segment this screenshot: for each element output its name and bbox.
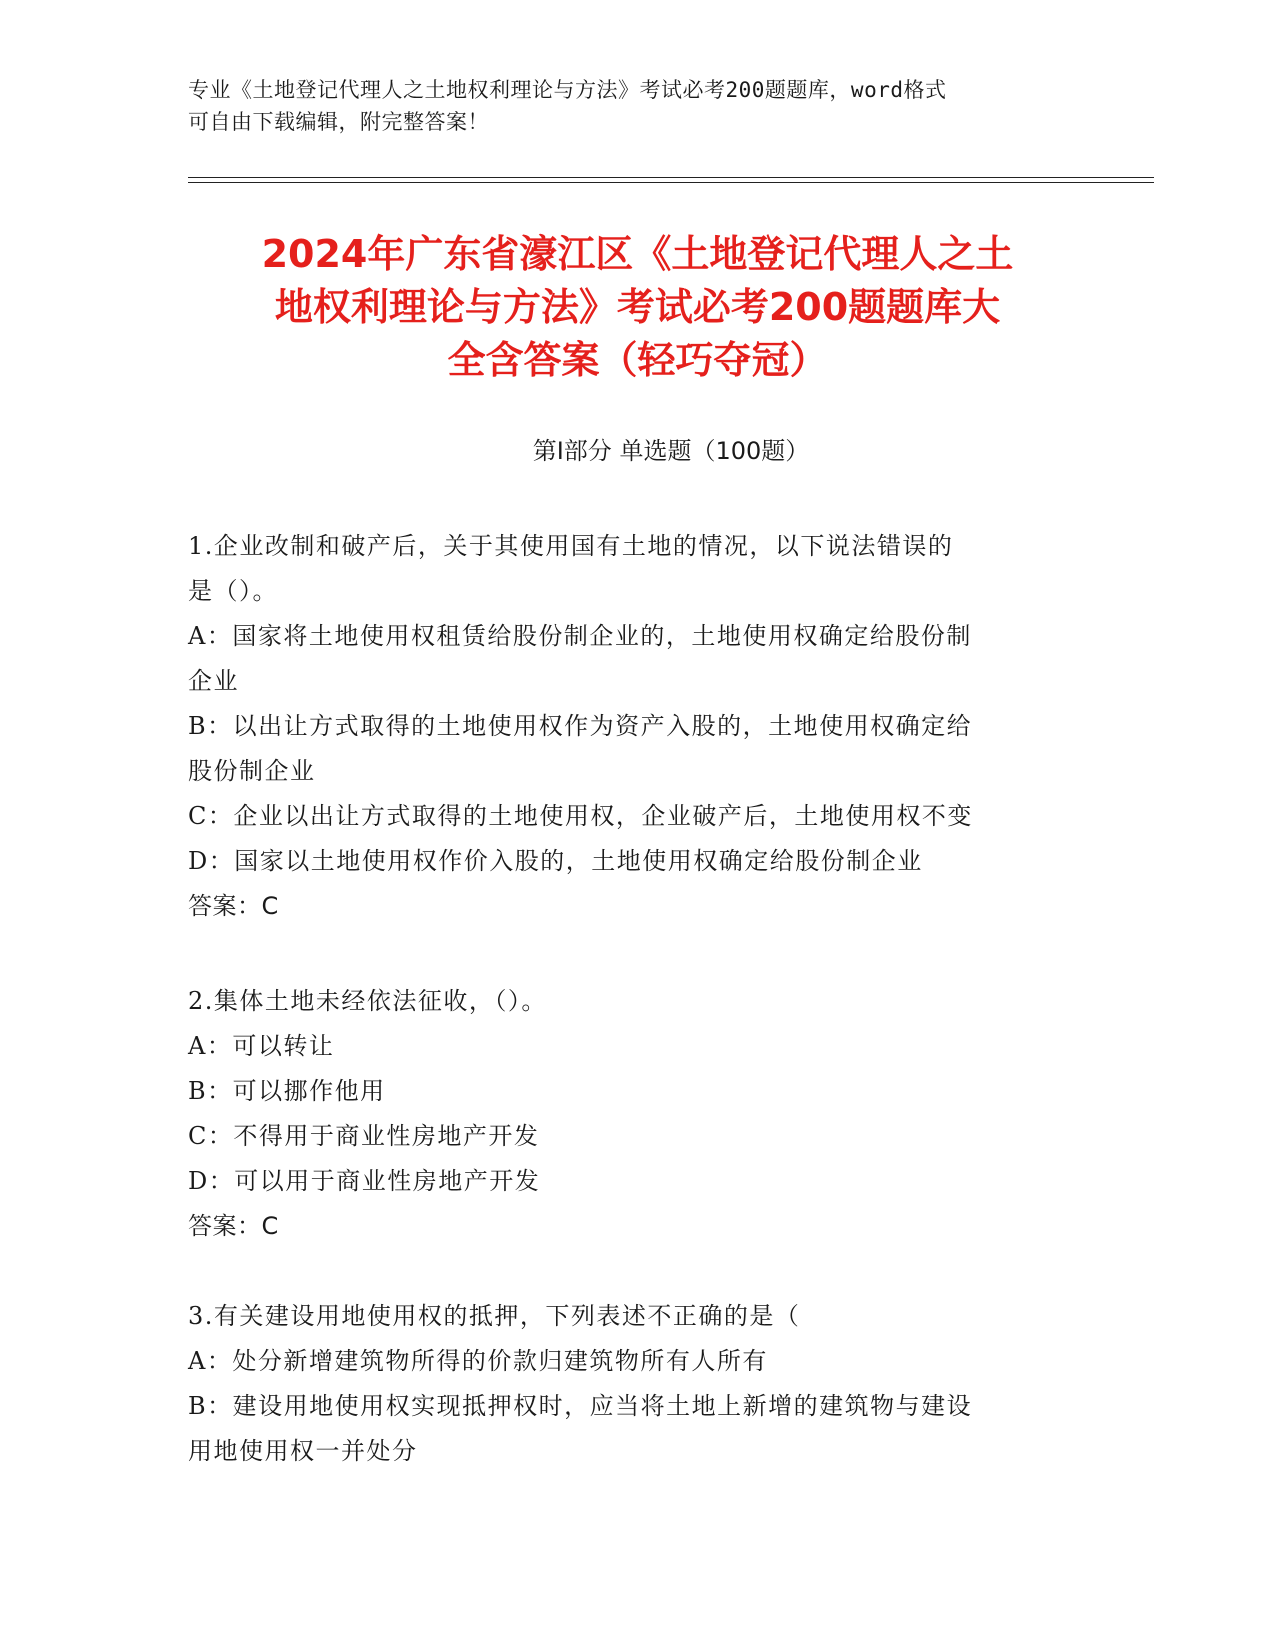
option-a: 企业: [188, 667, 239, 695]
question-3: [188, 1294, 1068, 1474]
option-c: C：企业以出让方式取得的土地使用权，企业破产后，土地使用权不变: [188, 802, 973, 830]
option-b: 股份制企业: [188, 757, 316, 785]
question-1: [188, 524, 1068, 929]
header-divider: [188, 182, 1154, 183]
question-2: [188, 979, 1068, 1249]
question-stem: 3.有关建设用地使用权的抵押，下列表述不正确的是（: [188, 1302, 801, 1330]
option-c: C：不得用于商业性房地产开发: [188, 1122, 540, 1150]
option-a: A：处分新增建筑物所得的价款归建筑物所有人所有: [188, 1347, 768, 1375]
header-note: [188, 74, 1068, 138]
option-a: A：可以转让: [188, 1032, 335, 1060]
option-d: D：可以用于商业性房地产开发: [188, 1167, 541, 1195]
option-b: 用地使用权一并处分: [188, 1437, 418, 1465]
header-divider: [188, 177, 1154, 178]
option-d: D：国家以土地使用权作价入股的，土地使用权确定给股份制企业: [188, 847, 923, 875]
header-note-line: 专业《土地登记代理人之土地权利理论与方法》考试必考200题题库，word格式: [188, 78, 947, 102]
document-title-line: 地权利理论与方法》考试必考200题题库大: [274, 285, 1001, 329]
question-stem: 是（）。: [188, 577, 278, 605]
question-stem: 2.集体土地未经依法征收，（）。: [188, 987, 547, 1015]
document-title: [170, 228, 1105, 387]
option-b: B：建设用地使用权实现抵押权时，应当将土地上新增的建筑物与建设: [188, 1392, 973, 1420]
section-title: 第Ⅰ部分 单选题（100题）: [532, 437, 810, 465]
option-b: B：以出让方式取得的土地使用权作为资产入股的，土地使用权确定给: [188, 712, 973, 740]
header-note-line: 可自由下载编辑，附完整答案！: [188, 110, 489, 134]
answer: 答案：C: [188, 1212, 279, 1240]
answer: 答案：C: [188, 892, 279, 920]
question-stem: 1.企业改制和破产后，关于其使用国有土地的情况，以下说法错误的: [188, 532, 954, 560]
document-title-line: 2024年广东省濠江区《土地登记代理人之土: [261, 232, 1014, 276]
option-b: B：可以挪作他用: [188, 1077, 386, 1105]
option-a: A：国家将土地使用权租赁给股份制企业的，土地使用权确定给股份制: [188, 622, 972, 650]
document-title-line: 全含答案（轻巧夺冠）: [447, 338, 828, 382]
